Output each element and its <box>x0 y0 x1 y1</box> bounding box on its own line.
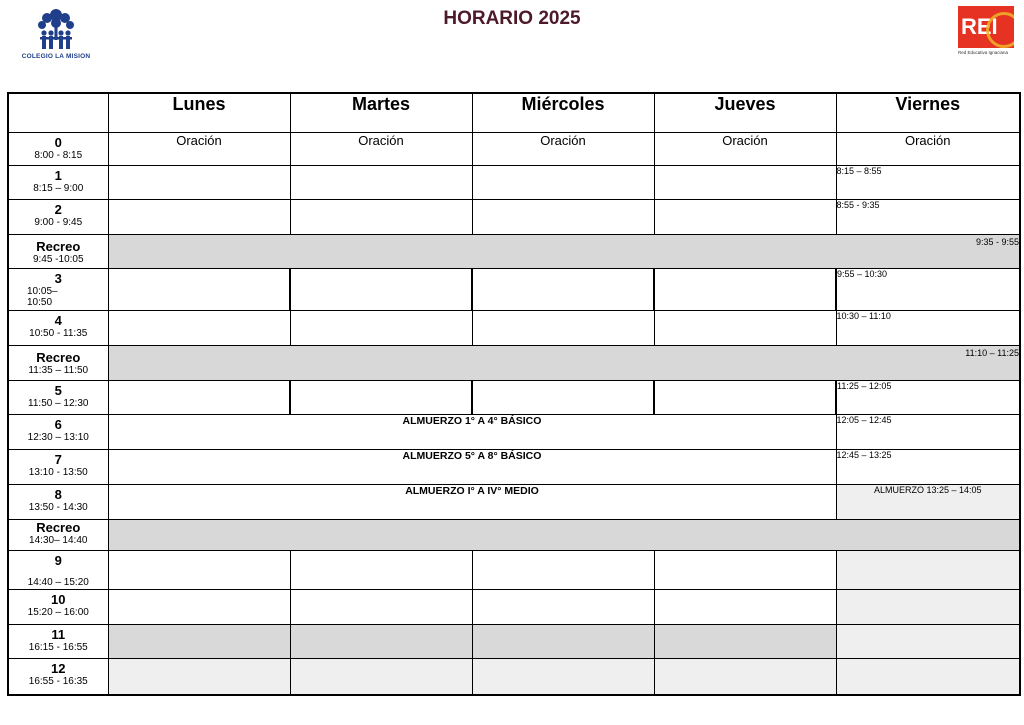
rei-logo <box>958 6 1016 55</box>
table-row <box>8 346 1020 381</box>
friday-lunch-cell: ALMUERZO 13:25 – 14:05 <box>836 485 1020 520</box>
table-row <box>8 415 1020 450</box>
slot-cell <box>8 269 108 311</box>
class-cell[interactable] <box>108 590 290 625</box>
class-cell[interactable] <box>290 200 472 235</box>
table-row <box>8 166 1020 200</box>
class-cell[interactable] <box>836 659 1020 695</box>
day-header-jueves: Jueves <box>654 93 836 133</box>
day-header-miercoles: Miércoles <box>472 93 654 133</box>
recess-label: Recreo <box>36 520 81 535</box>
prayer-cell: Oración <box>654 133 836 166</box>
slot-cell <box>8 551 108 590</box>
slot-time: 10:05– 10:50 <box>27 286 58 308</box>
class-cell[interactable] <box>290 625 472 659</box>
slot-number: 7 <box>54 452 62 467</box>
table-row <box>8 133 1020 166</box>
class-cell[interactable] <box>654 551 836 590</box>
slot-number: 4 <box>54 313 62 328</box>
slot-cell <box>8 133 108 166</box>
table-row <box>8 200 1020 235</box>
class-cell[interactable] <box>654 381 836 415</box>
friday-time-cell: 8:15 – 8:55 <box>836 166 1020 200</box>
class-cell[interactable] <box>836 625 1020 659</box>
slot-time: 10:50 - 11:35 <box>29 328 88 339</box>
day-header-viernes: Viernes <box>836 93 1020 133</box>
prayer-cell: Oración <box>290 133 472 166</box>
class-cell[interactable] <box>290 590 472 625</box>
slot-cell <box>8 450 108 485</box>
class-cell[interactable] <box>472 659 654 695</box>
class-cell[interactable] <box>108 200 290 235</box>
slot-number: 3 <box>54 271 62 286</box>
class-cell[interactable] <box>108 381 290 415</box>
header-row <box>8 93 1020 133</box>
slot-time: 14:30– 14:40 <box>29 535 88 546</box>
class-cell[interactable] <box>472 625 654 659</box>
table-row <box>8 551 1020 590</box>
recess-bar <box>108 235 1020 269</box>
prayer-cell: Oración <box>108 133 290 166</box>
slot-time: 8:00 - 8:15 <box>34 150 83 161</box>
slot-cell <box>8 166 108 200</box>
recess-slot-cell <box>8 346 108 381</box>
table-row <box>8 235 1020 269</box>
slot-time: 9:45 -10:05 <box>32 254 84 265</box>
lunch-banner: ALMUERZO 5° A 8° BÁSICO <box>108 450 836 485</box>
slot-time: 8:15 – 9:00 <box>33 183 84 194</box>
table-row <box>8 520 1020 551</box>
slot-cell <box>8 200 108 235</box>
recess-bar <box>108 346 1020 381</box>
class-cell[interactable] <box>290 166 472 200</box>
class-cell[interactable] <box>108 166 290 200</box>
friday-time-cell: 9:55 – 10:30 <box>836 269 1020 311</box>
slot-number: 11 <box>51 627 66 642</box>
class-cell[interactable] <box>290 311 472 346</box>
slot-time: 14:40 – 15:20 <box>27 577 89 588</box>
slot-time: 15:20 – 16:00 <box>27 607 89 618</box>
class-cell[interactable] <box>654 311 836 346</box>
day-header-martes: Martes <box>290 93 472 133</box>
corner-cell <box>8 93 108 133</box>
table-row <box>8 381 1020 415</box>
table-row <box>8 625 1020 659</box>
slot-number: 8 <box>54 487 62 502</box>
class-cell[interactable] <box>654 659 836 695</box>
slot-time: 16:15 - 16:55 <box>28 642 88 653</box>
table-row <box>8 311 1020 346</box>
class-cell[interactable] <box>108 269 290 311</box>
page-title: HORARIO 2025 <box>443 8 581 29</box>
class-cell[interactable] <box>472 551 654 590</box>
lunch-banner: ALMUERZO I° A IV° MEDIO <box>108 485 836 520</box>
slot-number: 9 <box>54 553 62 568</box>
slot-time: 13:10 - 13:50 <box>28 467 88 478</box>
class-cell[interactable] <box>472 590 654 625</box>
table-row <box>8 590 1020 625</box>
slot-cell <box>8 659 108 695</box>
recess-slot-cell <box>8 520 108 551</box>
class-cell[interactable] <box>108 551 290 590</box>
class-cell[interactable] <box>290 659 472 695</box>
slot-number: 1 <box>54 168 62 183</box>
class-cell[interactable] <box>472 311 654 346</box>
class-cell[interactable] <box>472 381 654 415</box>
friday-recess-time: 9:35 - 9:55 <box>975 237 1019 247</box>
recess-slot-cell <box>8 235 108 269</box>
rei-logo-text: REI <box>958 6 1014 48</box>
friday-time-cell: 12:45 – 13:25 <box>836 450 1020 485</box>
lunch-banner: ALMUERZO 1° A 4° BÁSICO <box>108 415 836 450</box>
slot-cell <box>8 381 108 415</box>
class-cell[interactable] <box>836 551 1020 590</box>
slot-time: 12:30 – 13:10 <box>27 432 89 443</box>
class-cell[interactable] <box>654 166 836 200</box>
slot-time: 11:50 – 12:30 <box>28 398 89 409</box>
friday-recess-time: 11:10 – 11:25 <box>965 348 1019 358</box>
slot-time: 13:50 - 14:30 <box>28 502 88 513</box>
prayer-cell: Oración <box>472 133 654 166</box>
slot-time: 9:00 - 9:45 <box>34 217 83 228</box>
class-cell[interactable] <box>108 311 290 346</box>
slot-cell <box>8 485 108 520</box>
friday-time-cell: 12:05 – 12:45 <box>836 415 1020 450</box>
slot-number: 2 <box>54 202 62 217</box>
slot-number: 5 <box>54 383 62 398</box>
class-cell[interactable] <box>654 625 836 659</box>
prayer-cell: Oración <box>836 133 1020 166</box>
recess-label: Recreo <box>36 239 81 254</box>
slot-cell <box>8 415 108 450</box>
table-row <box>8 485 1020 520</box>
slot-time: 16:55 - 16:35 <box>28 676 88 687</box>
slot-number: 0 <box>54 135 62 150</box>
slot-cell <box>8 625 108 659</box>
slot-time: 11:35 – 11:50 <box>28 365 89 376</box>
colegio-logo-text: COLEGIO LA MISION <box>21 53 91 60</box>
class-cell[interactable] <box>654 269 836 311</box>
table-row <box>8 659 1020 695</box>
friday-time-cell: 10:30 – 11:10 <box>836 311 1020 346</box>
slot-number: 12 <box>51 661 66 676</box>
friday-time-cell: 11:25 – 12:05 <box>836 381 1020 415</box>
schedule-table <box>7 92 1021 696</box>
class-cell[interactable] <box>472 200 654 235</box>
class-cell[interactable] <box>472 166 654 200</box>
class-cell[interactable] <box>290 269 472 311</box>
class-cell[interactable] <box>108 659 290 695</box>
class-cell[interactable] <box>290 381 472 415</box>
table-row <box>8 269 1020 311</box>
class-cell[interactable] <box>108 625 290 659</box>
class-cell[interactable] <box>654 200 836 235</box>
table-row <box>8 450 1020 485</box>
slot-number: 10 <box>51 592 66 607</box>
rei-logo-caption: Red Educativa Ignaciana <box>958 50 1009 55</box>
friday-time-cell: 8:55 - 9:35 <box>836 200 1020 235</box>
recess-bar <box>108 520 1020 551</box>
slot-cell <box>8 590 108 625</box>
slot-cell <box>8 311 108 346</box>
class-cell[interactable] <box>290 551 472 590</box>
recess-label: Recreo <box>36 350 81 365</box>
slot-number: 6 <box>54 417 62 432</box>
class-cell[interactable] <box>654 590 836 625</box>
class-cell[interactable] <box>472 269 654 311</box>
day-header-lunes: Lunes <box>108 93 290 133</box>
class-cell[interactable] <box>836 590 1020 625</box>
